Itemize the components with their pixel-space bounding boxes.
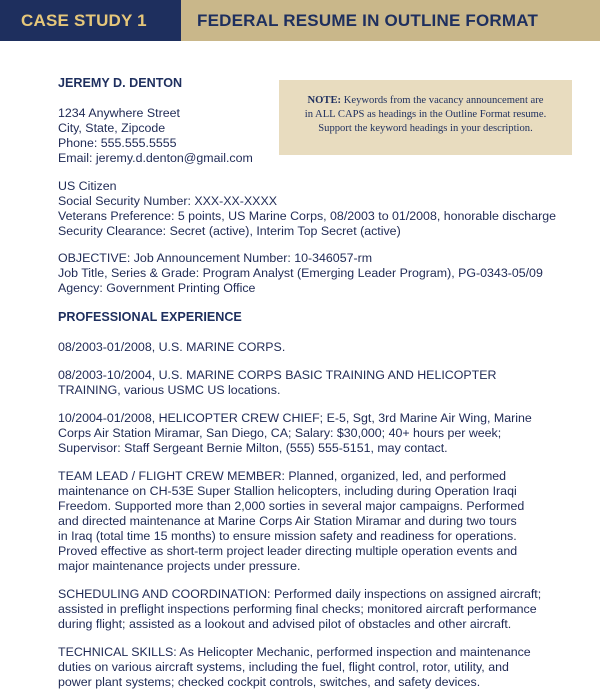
note-line-2: in ALL CAPS as headings in the Outline Format resume. [304,109,547,120]
objective-block [58,251,578,296]
note-label: NOTE: [307,95,342,106]
training-line: 08/2003-10/2004, U.S. MARINE CORPS BASIC TRAINING AND HELICOPTER [58,368,497,382]
note-box [279,80,572,155]
crew-chief-line: Supervisor: Staff Sergeant Bernie Milton, (555) 555-5151, may contact. [58,441,448,455]
scheduling-line: SCHEDULING AND COORDINATION: Performed daily inspections on assigned aircraft; [58,587,542,601]
address-line-1: 1234 Anywhere Street [58,106,180,120]
team-lead-line: Freedom. Supported more than 2,000 sorties in several major campaigns. Performed [58,499,525,513]
team-lead-paragraph [58,469,578,574]
section-heading-experience: PROFESSIONAL EXPERIENCE [58,310,242,324]
team-lead-line: and directed maintenance at Marine Corps Air Station Miramar and during two tours [58,514,517,528]
crew-chief-line: 10/2004-01/2008, HELICOPTER CREW CHIEF; E-5, Sgt, 3rd Marine Air Wing, Marine [58,411,532,425]
technical-paragraph [58,645,578,690]
case-study-label: CASE STUDY 1 [0,0,181,41]
training-paragraph [58,368,578,398]
technical-line: duties on various aircraft systems, including the fuel, flight control, rotor, utility, and [58,660,509,674]
crew-chief-line: Corps Air Station Miramar, San Diego, CA; Salary: $30,000; 40+ hours per week; [58,426,502,440]
citizenship-line: US Citizen [58,179,117,193]
note-line-1-text: Keywords from the vacancy announcement are [341,95,544,106]
crew-chief-paragraph [58,411,578,456]
team-lead-line: in Iraq (total time 15 months) to ensure mission safety and readiness for operations. [58,529,517,543]
document-title: FEDERAL RESUME IN OUTLINE FORMAT [181,0,600,41]
scheduling-line: during flight; assisted as a lookout and advised pilot of obstacles and other aircraft. [58,617,512,631]
scheduling-line: assisted in preflight inspections performing final checks; monitored aircraft performance [58,602,537,616]
scheduling-paragraph [58,587,578,632]
team-lead-line: major maintenance projects under pressure. [58,559,301,573]
technical-line: TECHNICAL SKILLS: As Helicopter Mechanic, performed inspection and maintenance [58,645,531,659]
ssn-line: Social Security Number: XXX-XX-XXXX [58,194,277,208]
phone-line: Phone: 555.555.5555 [58,136,177,150]
resume-name: JEREMY D. DENTON [58,76,183,90]
objective-line-2: Job Title, Series & Grade: Program Analyst (Emerging Leader Program), PG-0343-05/09 [58,266,543,280]
technical-line: power plant systems; checked cockpit controls, switches, and safety devices. [58,675,481,689]
team-lead-line: maintenance on CH-53E Super Stallion helicopters, including during Operation Iraqi [58,484,517,498]
objective-line-1: OBJECTIVE: Job Announcement Number: 10-346057-rm [58,251,373,265]
team-lead-line: Proved effective as short-term project leader directing multiple operation events and [58,544,518,558]
clearance-line: Security Clearance: Secret (active), Interim Top Secret (active) [58,224,401,238]
eligibility-block [58,179,578,239]
note-line-3: Support the keyword headings in your description. [318,123,533,134]
header-bar [0,0,600,41]
veterans-line: Veterans Preference: 5 points, US Marine Corps, 08/2003 to 01/2008, honorable discharge [58,209,557,223]
training-line: TRAINING, various USMC US locations. [58,383,281,397]
team-lead-line: TEAM LEAD / FLIGHT CREW MEMBER: Planned, organized, led, and performed [58,469,507,483]
employer-text: 08/2003-01/2008, U.S. MARINE CORPS. [58,340,286,354]
employer-line [58,340,578,355]
objective-line-3: Agency: Government Printing Office [58,281,256,295]
note-line-1 [289,94,562,108]
address-line-2: City, State, Zipcode [58,121,166,135]
email-line: Email: jeremy.d.denton@gmail.com [58,151,253,165]
